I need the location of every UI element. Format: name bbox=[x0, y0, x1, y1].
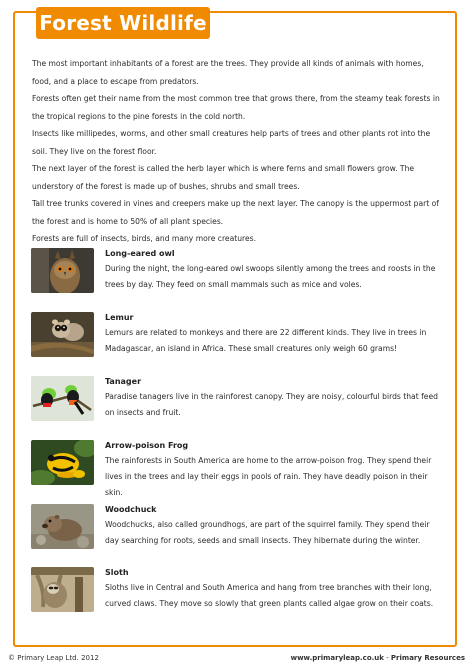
intro-paragraph: Forests often get their name from the most common tree that grows there, from the steamy teak forests in the tropical regions to the pine forests in the cold north. bbox=[32, 94, 440, 121]
animal-name: Sloth bbox=[105, 568, 129, 577]
animal-entry-tanager bbox=[31, 376, 446, 432]
animal-description: During the night, the long-eared owl swoops silently among the trees and roosts in the trees by day. They feed on small mammals such as mice and voles. bbox=[105, 264, 436, 289]
footer-right bbox=[291, 654, 465, 662]
animal-name: Tanager bbox=[105, 377, 142, 386]
animal-entry-owl bbox=[31, 248, 446, 304]
animal-name: Long-eared owl bbox=[105, 249, 175, 258]
animal-entry-woodchuck bbox=[31, 504, 446, 560]
title-banner bbox=[36, 7, 210, 39]
animal-description: The rainforests in South America are home to the arrow-poison frog. They spend their lives in the trees and lay their eggs in pools of rain. They have deadly poison in their skin. bbox=[105, 456, 432, 497]
woodchuck-photo bbox=[31, 504, 94, 549]
animal-entry-sloth bbox=[31, 567, 446, 623]
intro-paragraph: Forests are full of insects, birds, and many more creatures. bbox=[32, 234, 257, 243]
sloth-photo bbox=[31, 567, 94, 612]
animal-description: Woodchucks, also called groundhogs, are part of the squirrel family. They spend their day searching for roots, seeds and small insects. They hibernate during the winter. bbox=[105, 520, 430, 545]
intro-paragraph: The most important inhabitants of a forest are the trees. They provide all kinds of animals with homes, food, and a place to escape from predators. bbox=[32, 59, 424, 86]
animal-description: Sloths live in Central and South America and hang from tree branches with their long, curved claws. They move so slowly that green plants called algae grow on their coats. bbox=[105, 583, 434, 608]
lemur-photo bbox=[31, 312, 94, 357]
page-footer bbox=[0, 654, 474, 666]
intro-paragraph: Insects like millipedes, worms, and other small creatures help parts of trees and other plants rot into the soil. They live on the forest floor. bbox=[32, 129, 431, 156]
tanager-photo bbox=[31, 376, 94, 421]
website-link[interactable]: www.primaryleap.co.uk bbox=[290, 654, 384, 662]
animal-name: Woodchuck bbox=[105, 505, 157, 514]
owl-photo bbox=[31, 248, 94, 293]
animal-entry-lemur bbox=[31, 312, 446, 368]
intro-paragraph: Tall tree trunks covered in vines and creepers make up the next layer. The canopy is the uppermost part of the forest and is home to 50% of all plant species. bbox=[32, 199, 439, 226]
page-title: Forest Wildlife bbox=[39, 11, 207, 35]
intro-paragraph: The next layer of the forest is called the herb layer which is where ferns and small flowers grow. The understory of the forest is made up of bushes, shrubs and small trees. bbox=[32, 164, 415, 191]
animal-entry-frog bbox=[31, 440, 446, 496]
animal-description: Lemurs are related to monkeys and there are 22 different kinds. They live in trees in Madagascar, an island in Africa. These small creatures only weigh 60 grams! bbox=[105, 328, 427, 353]
animal-name: Lemur bbox=[105, 313, 134, 322]
copyright-text: © Primary Leap Ltd. 2012 bbox=[8, 654, 99, 662]
resources-label: Primary Resources bbox=[390, 654, 465, 662]
intro-text bbox=[32, 55, 442, 248]
animal-description: Paradise tanagers live in the rainforest canopy. They are noisy, colourful birds that feed on insects and fruit. bbox=[105, 392, 438, 417]
frog-photo bbox=[31, 440, 94, 485]
animal-name: Arrow-poison Frog bbox=[105, 441, 189, 450]
footer-separator: - bbox=[383, 654, 391, 662]
